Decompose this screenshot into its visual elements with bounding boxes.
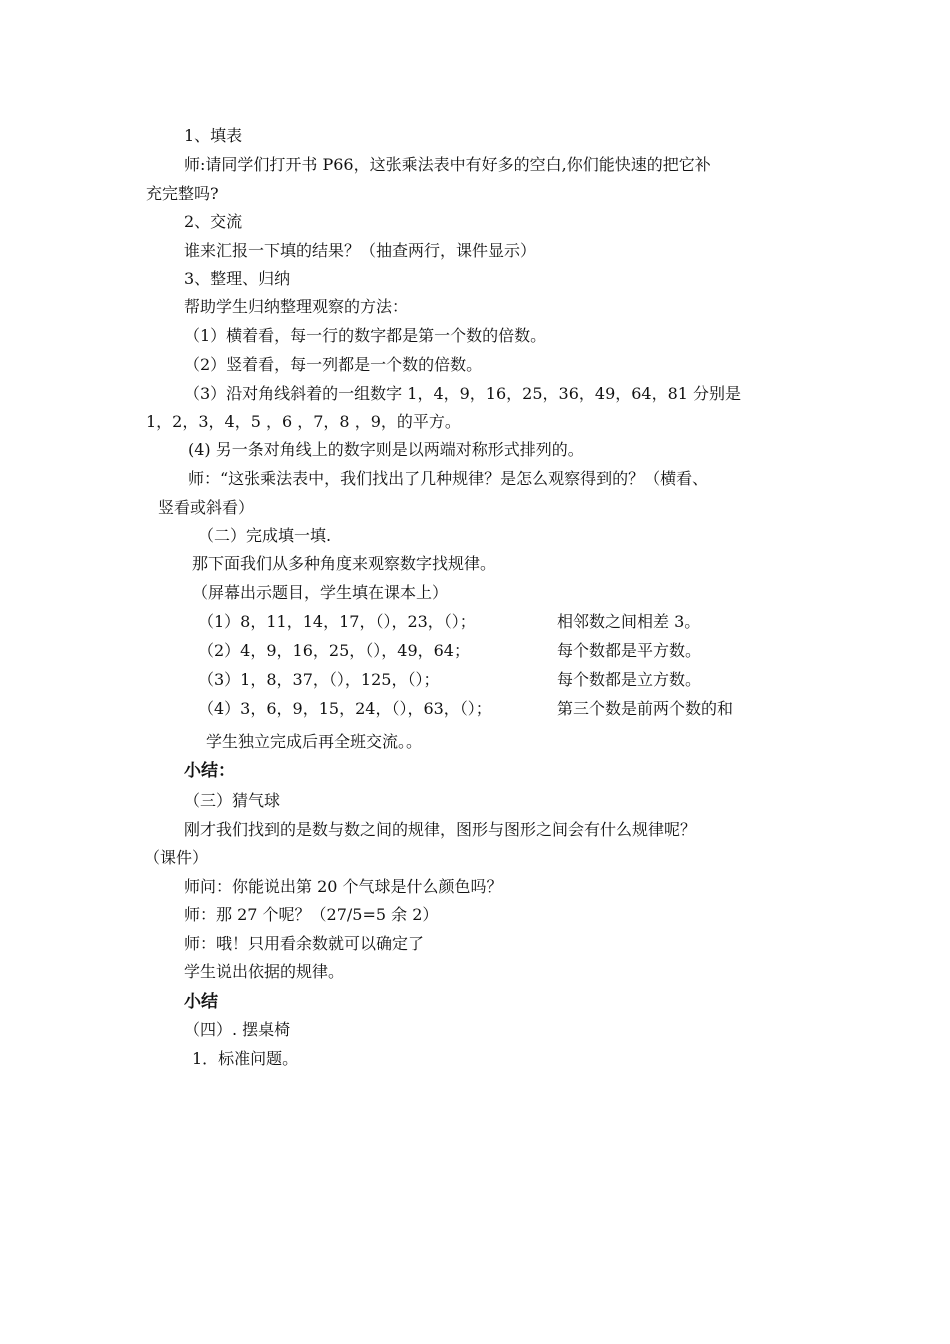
paragraph-line: 学生说出依据的规律。 <box>184 962 345 981</box>
heading-fill-table: 1、填表 <box>184 126 243 145</box>
paragraph-line: 师问：你能说出第 20 个气球是什么颜色吗？ <box>184 877 503 896</box>
paragraph-line: 学生独立完成后再全班交流。。 <box>206 732 423 751</box>
list-item-continuation: 1，2，3，4，5 ，6 ，7，8 ，9，的平方。 <box>146 412 461 431</box>
heading-exchange: 2、交流 <box>184 212 243 231</box>
exercise-sequence: （1）8，11，14，17，（），23，（）； <box>198 612 476 631</box>
list-item: （1）横着看，每一行的数字都是第一个数的倍数。 <box>184 326 547 345</box>
paragraph-line: 那下面我们从多种角度来观察数字找规律。 <box>192 554 497 573</box>
section-heading: （四）. 摆桌椅 <box>184 1020 291 1039</box>
list-item: 1．标准问题。 <box>192 1049 299 1068</box>
paragraph-line: 师：那 27 个呢？（27/5=5 余 2） <box>184 905 439 924</box>
exercise-sequence: （2）4，9，16，25，（），49，64； <box>198 641 470 660</box>
paragraph-line: 师：“这张乘法表中，我们找出了几种规律？是怎么观察得到的？（横看、 <box>188 469 709 488</box>
summary-heading: 小结 <box>184 992 218 1012</box>
paragraph-line: 师:请同学们打开书 P66，这张乘法表中有好多的空白,你们能快速的把它补 <box>184 155 711 174</box>
paragraph-line: 竖看或斜看） <box>158 498 255 517</box>
section-heading: （三）猜气球 <box>184 791 281 810</box>
paragraph-line: 充完整吗? <box>146 184 219 203</box>
list-item: （2）竖着看，每一列都是一个数的倍数。 <box>184 355 483 374</box>
section-heading: （二）完成填一填. <box>198 526 332 545</box>
exercise-rule: 每个数都是平方数。 <box>557 641 702 660</box>
paragraph-line: 刚才我们找到的是数与数之间的规律，图形与图形之间会有什么规律呢？ <box>184 820 697 839</box>
heading-summarize: 3、整理、归纳 <box>184 269 291 288</box>
exercise-rule: 相邻数之间相差 3。 <box>557 612 701 631</box>
exercise-rule: 每个数都是立方数。 <box>557 670 702 689</box>
paragraph-line: 师：哦！只用看余数就可以确定了 <box>184 934 425 953</box>
list-item: （3）沿对角线斜着的一组数字 1，4，9，16，25，36，49，64，81 分别是 <box>184 384 742 403</box>
paragraph-line: （课件） <box>144 848 209 867</box>
paragraph-line: 帮助学生归纳整理观察的方法： <box>184 297 409 316</box>
paragraph-line: 谁来汇报一下填的结果？（抽查两行，课件显示） <box>184 241 537 260</box>
summary-heading: 小结： <box>184 761 235 781</box>
exercise-rule: 第三个数是前两个数的和 <box>557 699 734 718</box>
exercise-sequence: （3）1，8，37，（），125，（）； <box>198 670 440 689</box>
paragraph-line: （屏幕出示题目，学生填在课本上） <box>192 583 449 602</box>
exercise-sequence: （4）3，6，9，15，24，（），63，（）； <box>198 699 492 718</box>
list-item: (4) 另一条对角线上的数字则是以两端对称形式排列的。 <box>188 440 584 459</box>
